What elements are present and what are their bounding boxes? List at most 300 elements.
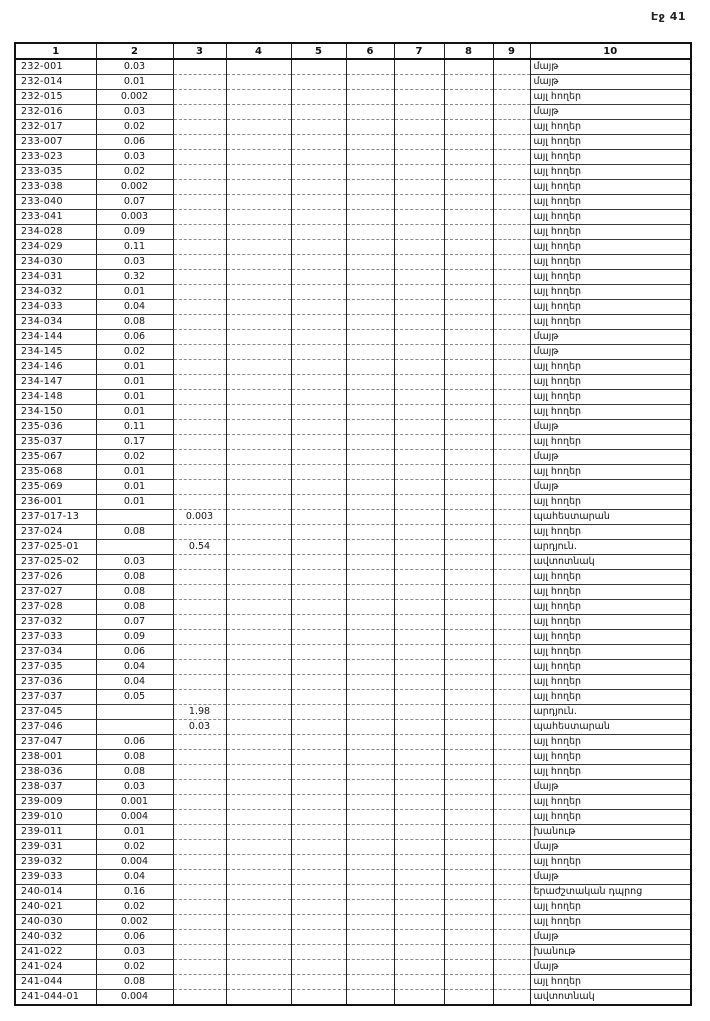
empty-cell (493, 480, 530, 495)
empty-cell (291, 660, 346, 675)
empty-cell (346, 225, 394, 240)
area-value-cell (96, 540, 173, 555)
empty-cell (291, 495, 346, 510)
parcel-code-cell: 237-033 (15, 630, 96, 645)
land-use-cell: այլ հողեր (530, 735, 691, 750)
empty-cell (291, 240, 346, 255)
empty-cell (444, 480, 493, 495)
empty-cell (394, 630, 444, 645)
parcel-code-cell: 234-150 (15, 405, 96, 420)
empty-cell (291, 90, 346, 105)
land-use-cell: մայթ (530, 420, 691, 435)
land-use-cell: այլ հողեր (530, 405, 691, 420)
empty-cell (444, 825, 493, 840)
empty-cell (291, 345, 346, 360)
empty-cell (493, 165, 530, 180)
secondary-area-cell (173, 600, 226, 615)
parcel-code-cell: 239-032 (15, 855, 96, 870)
area-value-cell: 0.04 (96, 870, 173, 885)
empty-cell (394, 195, 444, 210)
empty-cell (444, 960, 493, 975)
empty-cell (346, 750, 394, 765)
empty-cell (346, 59, 394, 75)
empty-cell (394, 225, 444, 240)
parcel-code-cell: 239-011 (15, 825, 96, 840)
area-value-cell: 0.09 (96, 225, 173, 240)
secondary-area-cell (173, 135, 226, 150)
empty-cell (394, 795, 444, 810)
secondary-area-cell (173, 735, 226, 750)
empty-cell (444, 750, 493, 765)
parcel-code-cell: 234-030 (15, 255, 96, 270)
empty-cell (346, 795, 394, 810)
land-use-cell: այլ հողեր (530, 855, 691, 870)
table-row (15, 570, 691, 585)
area-value-cell: 0.02 (96, 900, 173, 915)
empty-cell (493, 630, 530, 645)
parcel-code-cell: 238-037 (15, 780, 96, 795)
empty-cell (493, 600, 530, 615)
secondary-area-cell (173, 840, 226, 855)
empty-cell (394, 600, 444, 615)
table-row (15, 255, 691, 270)
empty-cell (493, 450, 530, 465)
empty-cell (444, 495, 493, 510)
empty-cell (493, 840, 530, 855)
parcel-code-cell: 232-017 (15, 120, 96, 135)
table-row (15, 315, 691, 330)
empty-cell (493, 255, 530, 270)
empty-cell (226, 165, 291, 180)
parcel-code-cell: 239-009 (15, 795, 96, 810)
empty-cell (444, 765, 493, 780)
table-row (15, 225, 691, 240)
secondary-area-cell (173, 450, 226, 465)
land-use-cell: այլ հողեր (530, 615, 691, 630)
table-row (15, 59, 691, 75)
empty-cell (444, 690, 493, 705)
parcel-code-cell: 237-035 (15, 660, 96, 675)
area-value-cell: 0.02 (96, 450, 173, 465)
empty-cell (493, 240, 530, 255)
land-use-cell: մայթ (530, 960, 691, 975)
empty-cell (493, 405, 530, 420)
empty-cell (346, 510, 394, 525)
land-use-cell: մայթ (530, 59, 691, 75)
empty-cell (346, 525, 394, 540)
empty-cell (226, 135, 291, 150)
empty-cell (493, 615, 530, 630)
parcel-code-cell: 237-037 (15, 690, 96, 705)
empty-cell (226, 570, 291, 585)
empty-cell (493, 705, 530, 720)
table-row (15, 600, 691, 615)
table-row (15, 945, 691, 960)
area-value-cell: 0.03 (96, 555, 173, 570)
empty-cell (226, 315, 291, 330)
empty-cell (291, 225, 346, 240)
table-row (15, 450, 691, 465)
secondary-area-cell (173, 315, 226, 330)
empty-cell (444, 135, 493, 150)
table-row (15, 135, 691, 150)
table-row (15, 75, 691, 90)
empty-cell (493, 960, 530, 975)
empty-cell (394, 765, 444, 780)
empty-cell (346, 90, 394, 105)
empty-cell (394, 585, 444, 600)
empty-cell (444, 315, 493, 330)
parcel-code-cell: 233-023 (15, 150, 96, 165)
empty-cell (444, 795, 493, 810)
area-value-cell: 0.07 (96, 195, 173, 210)
empty-cell (493, 420, 530, 435)
empty-cell (444, 645, 493, 660)
empty-cell (493, 195, 530, 210)
empty-cell (291, 450, 346, 465)
empty-cell (346, 210, 394, 225)
parcel-code-cell: 237-028 (15, 600, 96, 615)
empty-cell (394, 615, 444, 630)
secondary-area-cell: 0.54 (173, 540, 226, 555)
secondary-area-cell (173, 480, 226, 495)
empty-cell (346, 255, 394, 270)
secondary-area-cell (173, 240, 226, 255)
empty-cell (394, 345, 444, 360)
empty-cell (444, 390, 493, 405)
secondary-area-cell (173, 765, 226, 780)
empty-cell (346, 420, 394, 435)
land-use-cell: ավտոտնակ (530, 555, 691, 570)
empty-cell (394, 945, 444, 960)
empty-cell (346, 480, 394, 495)
land-use-cell: այլ հողեր (530, 390, 691, 405)
empty-cell (226, 59, 291, 75)
empty-cell (444, 660, 493, 675)
land-use-cell: այլ հողեր (530, 360, 691, 375)
empty-cell (394, 810, 444, 825)
area-value-cell: 0.11 (96, 420, 173, 435)
empty-cell (226, 630, 291, 645)
empty-cell (291, 720, 346, 735)
secondary-area-cell (173, 915, 226, 930)
empty-cell (444, 540, 493, 555)
land-use-cell: արդյուն. (530, 540, 691, 555)
empty-cell (394, 870, 444, 885)
empty-cell (346, 300, 394, 315)
table-row (15, 285, 691, 300)
empty-cell (291, 585, 346, 600)
table-row (15, 720, 691, 735)
land-use-cell: այլ հողեր (530, 795, 691, 810)
parcel-code-cell: 237-036 (15, 675, 96, 690)
land-use-cell: մայթ (530, 870, 691, 885)
empty-cell (226, 210, 291, 225)
table-header (15, 43, 691, 59)
empty-cell (493, 780, 530, 795)
column-header: 9 (493, 43, 530, 59)
area-value-cell: 0.11 (96, 240, 173, 255)
empty-cell (444, 435, 493, 450)
empty-cell (291, 480, 346, 495)
empty-cell (493, 855, 530, 870)
empty-cell (346, 540, 394, 555)
empty-cell (226, 990, 291, 1006)
secondary-area-cell (173, 435, 226, 450)
secondary-area-cell (173, 405, 226, 420)
empty-cell (291, 420, 346, 435)
empty-cell (226, 900, 291, 915)
table-row (15, 510, 691, 525)
empty-cell (226, 915, 291, 930)
area-value-cell: 0.17 (96, 435, 173, 450)
empty-cell (444, 570, 493, 585)
empty-cell (291, 975, 346, 990)
empty-cell (226, 150, 291, 165)
empty-cell (346, 285, 394, 300)
empty-cell (226, 795, 291, 810)
empty-cell (226, 240, 291, 255)
secondary-area-cell (173, 960, 226, 975)
empty-cell (444, 870, 493, 885)
empty-cell (226, 75, 291, 90)
land-use-cell: մայթ (530, 840, 691, 855)
table-row (15, 705, 691, 720)
table-row (15, 90, 691, 105)
table-row (15, 345, 691, 360)
empty-cell (444, 990, 493, 1006)
empty-cell (291, 525, 346, 540)
empty-cell (291, 795, 346, 810)
table-row (15, 120, 691, 135)
table-row (15, 885, 691, 900)
area-value-cell: 0.04 (96, 300, 173, 315)
land-use-cell: մայթ (530, 345, 691, 360)
empty-cell (226, 450, 291, 465)
table-row (15, 375, 691, 390)
empty-cell (346, 345, 394, 360)
land-use-cell: պահեստարան (530, 510, 691, 525)
land-use-cell: այլ հողեր (530, 750, 691, 765)
empty-cell (291, 780, 346, 795)
secondary-area-cell (173, 585, 226, 600)
empty-cell (493, 765, 530, 780)
empty-cell (493, 525, 530, 540)
empty-cell (346, 840, 394, 855)
parcel-code-cell: 237-027 (15, 585, 96, 600)
empty-cell (226, 420, 291, 435)
secondary-area-cell (173, 525, 226, 540)
empty-cell (493, 435, 530, 450)
empty-cell (394, 495, 444, 510)
empty-cell (444, 360, 493, 375)
secondary-area-cell (173, 285, 226, 300)
empty-cell (444, 705, 493, 720)
secondary-area-cell (173, 225, 226, 240)
parcel-code-cell: 240-021 (15, 900, 96, 915)
empty-cell (493, 930, 530, 945)
empty-cell (346, 435, 394, 450)
table-row (15, 795, 691, 810)
empty-cell (493, 120, 530, 135)
empty-cell (493, 885, 530, 900)
column-header: 8 (444, 43, 493, 59)
empty-cell (394, 75, 444, 90)
empty-cell (493, 210, 530, 225)
land-use-cell: այլ հողեր (530, 375, 691, 390)
empty-cell (444, 300, 493, 315)
empty-cell (444, 615, 493, 630)
empty-cell (493, 105, 530, 120)
land-use-cell: այլ հողեր (530, 135, 691, 150)
empty-cell (444, 900, 493, 915)
empty-cell (226, 510, 291, 525)
empty-cell (226, 480, 291, 495)
empty-cell (394, 150, 444, 165)
empty-cell (226, 720, 291, 735)
empty-cell (346, 870, 394, 885)
empty-cell (444, 810, 493, 825)
empty-cell (226, 255, 291, 270)
empty-cell (444, 780, 493, 795)
empty-cell (394, 435, 444, 450)
land-use-cell: այլ հողեր (530, 585, 691, 600)
secondary-area-cell (173, 780, 226, 795)
secondary-area-cell: 0.03 (173, 720, 226, 735)
empty-cell (444, 210, 493, 225)
empty-cell (444, 840, 493, 855)
table-row (15, 525, 691, 540)
empty-cell (444, 105, 493, 120)
empty-cell (394, 705, 444, 720)
empty-cell (291, 555, 346, 570)
empty-cell (346, 180, 394, 195)
area-value-cell: 0.03 (96, 59, 173, 75)
area-value-cell: 0.002 (96, 90, 173, 105)
land-use-cell: պահեստարան (530, 720, 691, 735)
table-row (15, 240, 691, 255)
land-use-cell: ավտոտնակ (530, 990, 691, 1006)
empty-cell (493, 495, 530, 510)
empty-cell (346, 270, 394, 285)
empty-cell (346, 135, 394, 150)
empty-cell (346, 450, 394, 465)
empty-cell (493, 390, 530, 405)
empty-cell (226, 750, 291, 765)
empty-cell (291, 405, 346, 420)
empty-cell (493, 180, 530, 195)
empty-cell (444, 975, 493, 990)
empty-cell (394, 660, 444, 675)
secondary-area-cell (173, 120, 226, 135)
parcel-code-cell: 232-016 (15, 105, 96, 120)
empty-cell (493, 90, 530, 105)
empty-cell (493, 750, 530, 765)
empty-cell (346, 555, 394, 570)
land-use-cell: այլ հողեր (530, 240, 691, 255)
empty-cell (346, 765, 394, 780)
empty-cell (394, 690, 444, 705)
table-row (15, 150, 691, 165)
table-row (15, 810, 691, 825)
column-header: 3 (173, 43, 226, 59)
empty-cell (493, 330, 530, 345)
table-row (15, 585, 691, 600)
empty-cell (291, 750, 346, 765)
empty-cell (291, 690, 346, 705)
parcel-code-cell: 239-033 (15, 870, 96, 885)
empty-cell (346, 585, 394, 600)
parcel-code-cell: 240-030 (15, 915, 96, 930)
parcel-code-cell: 235-037 (15, 435, 96, 450)
land-use-cell: այլ հողեր (530, 225, 691, 240)
cadastre-table (14, 42, 692, 1006)
empty-cell (291, 930, 346, 945)
empty-cell (291, 675, 346, 690)
empty-cell (346, 810, 394, 825)
empty-cell (226, 345, 291, 360)
empty-cell (226, 825, 291, 840)
parcel-code-cell: 235-036 (15, 420, 96, 435)
empty-cell (444, 150, 493, 165)
parcel-code-cell: 241-024 (15, 960, 96, 975)
empty-cell (346, 315, 394, 330)
empty-cell (444, 420, 493, 435)
empty-cell (444, 165, 493, 180)
parcel-code-cell: 234-148 (15, 390, 96, 405)
parcel-code-cell: 240-032 (15, 930, 96, 945)
table-row (15, 840, 691, 855)
empty-cell (394, 330, 444, 345)
empty-cell (226, 90, 291, 105)
area-value-cell: 0.01 (96, 285, 173, 300)
empty-cell (493, 150, 530, 165)
empty-cell (394, 465, 444, 480)
empty-cell (291, 300, 346, 315)
empty-cell (394, 510, 444, 525)
area-value-cell: 0.16 (96, 885, 173, 900)
land-use-cell: մայթ (530, 480, 691, 495)
area-value-cell: 0.06 (96, 735, 173, 750)
empty-cell (493, 900, 530, 915)
column-header: 7 (394, 43, 444, 59)
table-row (15, 465, 691, 480)
empty-cell (291, 465, 346, 480)
empty-cell (226, 885, 291, 900)
empty-cell (226, 405, 291, 420)
empty-cell (226, 555, 291, 570)
area-value-cell: 0.08 (96, 750, 173, 765)
empty-cell (493, 135, 530, 150)
empty-cell (346, 825, 394, 840)
empty-cell (493, 660, 530, 675)
land-use-cell: արդյուն. (530, 705, 691, 720)
table-row (15, 270, 691, 285)
secondary-area-cell (173, 930, 226, 945)
land-use-cell: այլ հողեր (530, 300, 691, 315)
land-use-cell: այլ հողեր (530, 495, 691, 510)
empty-cell (394, 720, 444, 735)
table-row (15, 825, 691, 840)
empty-cell (394, 930, 444, 945)
table-row (15, 300, 691, 315)
empty-cell (291, 390, 346, 405)
empty-cell (346, 240, 394, 255)
parcel-code-cell: 233-041 (15, 210, 96, 225)
empty-cell (493, 345, 530, 360)
empty-cell (394, 480, 444, 495)
empty-cell (291, 360, 346, 375)
